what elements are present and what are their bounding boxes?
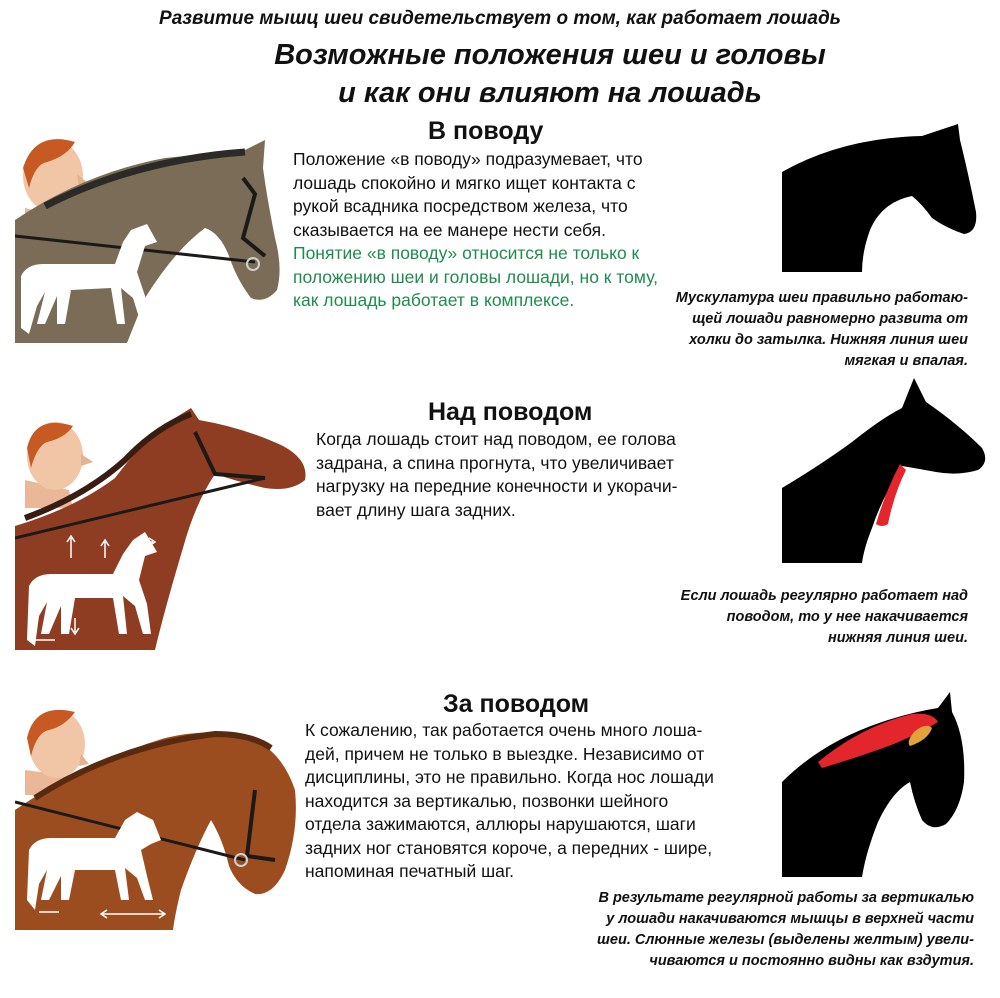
text-line: напоминая печатный шаг. <box>305 861 515 881</box>
text-line: Положение «в поводу» подразумевает, что <box>293 149 643 169</box>
rider-head-icon <box>25 422 93 508</box>
section-text-on-bit <box>293 148 658 313</box>
text-line: лошадь спокойно и мягко ищет контакта с <box>293 172 636 193</box>
text-line: находится за вертикалью, позвонки шейного <box>305 790 669 811</box>
section-title-on-bit: В поводу <box>428 117 544 145</box>
caption-line: у лошади накачиваются мышцы в верхней части <box>606 911 974 927</box>
text-line: дисциплины, это не правильно. Когда нос лошади <box>305 767 714 787</box>
caption-line: Если лошадь регулярно работает над <box>680 588 968 604</box>
section-title-behind-bit: За поводом <box>443 690 590 718</box>
caption-line: Мускулатура шеи правильно работаю- <box>675 290 968 306</box>
neck-silhouette-on-bit <box>782 122 978 272</box>
text-line: нагрузку на передние конечности и укорачи- <box>316 476 678 496</box>
text-line: вает длину шага задних. <box>316 499 516 520</box>
caption-line: В результате регулярной работы за вертикалью <box>598 890 974 906</box>
caption-line: щей лошади равномерно развита от <box>692 311 968 327</box>
neck-silhouette-behind-bit <box>782 692 982 877</box>
neck-silhouette-above-bit <box>782 378 988 563</box>
text-line: рукой всадника посредством железа, что <box>293 196 628 216</box>
text-line: задних ног становятся короче, а передних - шире, <box>305 837 713 858</box>
note-line: положению шеи и головы лошади, но к тому, <box>293 266 658 287</box>
note-line: Понятие «в поводу» относится не только к <box>293 243 640 263</box>
caption-line: чиваются и постоянно видны как вздутия. <box>649 953 974 969</box>
horse-behind-bit-illustration <box>15 700 300 930</box>
text-line: дей, причем не только в выездке. Независимо от <box>305 743 705 764</box>
note-line: как лошадь работает в комплексе. <box>293 290 575 310</box>
page-title-line-1: Возможные положения шеи и головы <box>274 39 826 71</box>
caption-line: мягкая и впалая. <box>844 353 968 369</box>
text-line: Когда лошадь стоит над поводом, ее голова <box>316 429 676 449</box>
caption-above-bit <box>681 586 968 649</box>
caption-behind-bit <box>597 888 974 972</box>
section-title-above-bit: Над поводом <box>428 398 593 426</box>
horse-above-bit-illustration <box>15 408 310 650</box>
text-line: задрана, а спина прогнута, что увеличивает <box>316 452 674 473</box>
page-title-line-2: и как они влияют на лошадь <box>338 77 762 109</box>
text-line: отдела зажимаются, аллюры нарушаются, шаги <box>305 814 696 834</box>
text-line: сказывается на ее манере нести себя. <box>293 219 606 240</box>
page-title <box>140 36 960 112</box>
page-subtitle: Развитие мышц шеи свидетельствует о том, как работает лошадь <box>159 8 841 29</box>
caption-line: поводом, то у нее накачивается <box>726 609 968 625</box>
caption-line: нижняя линия шеи. <box>827 630 968 646</box>
section-text-behind-bit <box>305 719 714 884</box>
section-text-above-bit <box>316 428 677 522</box>
text-line: К сожалению, так работается очень много лоша- <box>305 720 703 740</box>
caption-on-bit <box>676 288 968 372</box>
horse-on-bit-illustration <box>15 128 285 343</box>
caption-line: шеи. Слюнные железы (выделены желтым) увели- <box>597 932 974 948</box>
caption-line: холки до затылка. Нижняя линия шеи <box>689 332 968 348</box>
